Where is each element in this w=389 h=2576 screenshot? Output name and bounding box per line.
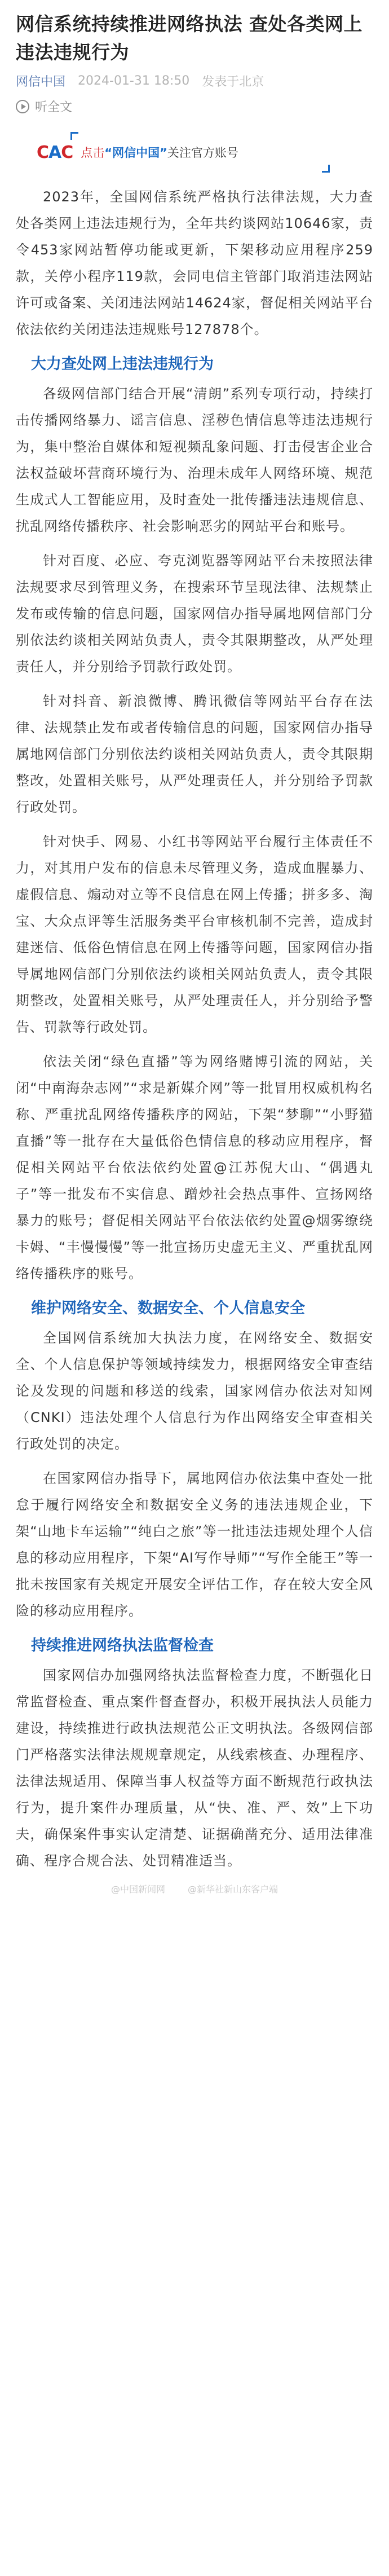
corner-decoration-icon [70,132,78,140]
paragraph: 针对百度、必应、夸克浏览器等网站平台未按照法律法规要求尽到管理义务，在搜索环节呈现法律、法规禁止发布或传输的信息问题，国家网信办指导属地网信部门分别依法约谈相关网站负责人，责令其限期整改，从严处理责任人，并分别给予罚款行政处罚。 [16,553,373,675]
watermark [16,1882,373,1895]
listen-label: 听全文 [35,100,73,115]
cac-logo: C A C [37,142,73,162]
paragraph: 在国家网信办指导下，属地网信办依法集中查处一批怠于履行网络安全和数据安全义务的违法违规企业，下架“山地卡车运输”“纯白之旅”等一批违法违规处理个人信息的移动应用程序，下架“AI写作导师”“写作全能王”等一批未按国家有关规定开展安全评估工作，存在较大安全风险的移动应用程序。 [16,1470,373,1619]
publish-location: 发表于北京 [202,75,264,89]
paragraph: 依法关闭“绿色直播”等为网络赌博引流的网站，关闭“中南海杂志网”“求是新媒介网”等一批冒用权威机构名称、严重扰乱网络传播秩序的网站，下架“梦聊”“小野猫直播”等一批存在大量低俗色情信息的移动应用程序，督促相关网站平台依法依约处置@江苏倪大山、“偶遇丸子”等一批发布不实信息、蹭炒社会热点事件、宣扬网络暴力的账号；督促相关网站平台依法依约处置@烟雾缭绕卡姆、“丰慢慢慢”等一批宣扬历史虚无主义、严重扰乱网络传播秩序的账号。 [16,1054,373,1282]
section-heading: 大力查处网上违法违规行为 [31,355,214,373]
paragraph: 各级网信部门结合开展“清朗”系列专项行动，持续打击传播网络暴力、谣言信息、淫秽色情信息等违法违规行为，集中整治自媒体和短视频乱象问题、打击侵害企业合法权益破坏营商环境行为、治理未成年人网络环境、规范生成式人工智能应用，及时查处一批传播违法违规信息、扰乱网络传播秩序、社会影响恶劣的网站平台和账号。 [16,386,373,534]
corner-decoration-icon [322,165,330,173]
play-icon [16,100,29,113]
author-link[interactable]: 网信中国 [16,75,66,89]
watermark-left: @中国新闻网 [110,1884,165,1895]
section-heading: 维护网络安全、数据安全、个人信息安全 [31,1300,305,1317]
publish-datetime: 2024-01-31 18:50 [78,74,190,88]
paragraph: 国家网信办加强网络执法监督检查力度，不断强化日常监督检查、重点案件督查督办，积极开展执法人员能力建设，持续推进行政执法规范公正文明执法。各级网信部门严格落实法律法规规章规定，从线索核查、办理程序、法律法规适用、保障当事人权益等方面不断规范行政执法行为，提升案件办理质量，从“快、准、严、效”上下功夫，确保案件事实认定清楚、证据确凿充分、适用法律准确、程序合规合法、处罚精准适当。 [16,1667,373,1869]
paragraph: 针对快手、网易、小红书等网站平台履行主体责任不力，对其用户发布的信息未尽管理义务，造成血腥暴力、虚假信息、煽动对立等不良信息在网上传播；拼多多、淘宝、大众点评等生活服务类平台审核机制不完善，造成封建迷信、低俗色情信息在网上传播等问题，国家网信办指导属地网信部门分别依法约谈相关网站负责人，责令其限期整改，处置相关账号，从严处理责任人，并分别给予警告、罚款等行政处罚。 [16,834,373,1035]
paragraph: 2023年，全国网信系统严格执行法律法规，大力查处各类网上违法违规行为，全年共约谈网站10646家，责令453家网站暂停功能或更新，下架移动应用程序259款，关停小程序119款，会同电信主管部门取消违法网站许可或备案、关闭违法网站14624家，督促相关网站平台依法依约关闭违法违规账号127878个。 [16,189,373,337]
section-heading: 持续推进网络执法监督检查 [31,1637,214,1654]
paragraph: 全国网信系统加大执法力度，在网络安全、数据安全、个人信息保护等领域持续发力，根据网络安全审查结论及发现的问题和移送的线索，国家网信办依法对知网（CNKI）违法处理个人信息行为作出网络安全审查相关行政处罚的决定。 [16,1330,373,1452]
article-meta [16,72,373,90]
listen-button[interactable] [16,98,373,115]
paragraph: 针对抖音、新浪微博、腾讯微信等网站平台存在法律、法规禁止发布或者传输信息的问题，国家网信办指导属地网信部门分别依法约谈相关网站负责人，责令其限期整改，处置相关账号，从严处理责任人，并分别给予罚款行政处罚。 [16,693,373,815]
watermark-right: @新华社新山东客户端 [188,1884,279,1895]
follow-banner[interactable] [37,135,352,169]
article-title: 网信系统持续推进网络执法 查处各类网上违法违规行为 [16,13,363,63]
follow-text: 点击“网信中国”关注官方账号 [81,146,238,160]
